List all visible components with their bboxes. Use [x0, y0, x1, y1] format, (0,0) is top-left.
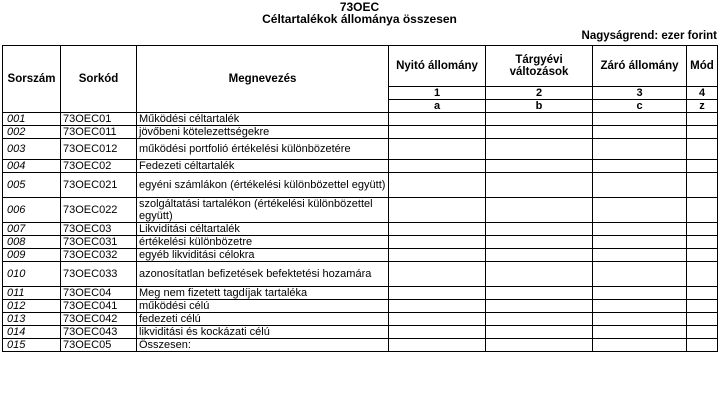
cell-zaro[interactable] — [593, 339, 687, 352]
cell-zaro[interactable] — [593, 198, 687, 223]
table-row — [3, 173, 718, 198]
cell-nyito[interactable] — [389, 339, 486, 352]
row-code: 73OEC02 — [61, 160, 137, 173]
cell-mod[interactable] — [687, 173, 718, 198]
cell-nyito[interactable] — [389, 126, 486, 139]
cell-targyevi[interactable] — [486, 313, 593, 326]
header-sorkod: Sorkód — [61, 46, 137, 113]
header-nyito: Nyitó állomány — [389, 46, 486, 87]
row-index: 007 — [3, 223, 61, 236]
row-code: 73OEC031 — [61, 236, 137, 249]
cell-targyevi[interactable] — [486, 173, 593, 198]
column-number: 3 — [593, 87, 687, 100]
row-code: 73OEC022 — [61, 198, 137, 223]
cell-targyevi[interactable] — [486, 236, 593, 249]
row-name: fedezeti célú — [137, 313, 389, 326]
cell-zaro[interactable] — [593, 113, 687, 126]
column-letter: b — [486, 100, 593, 113]
cell-mod[interactable] — [687, 198, 718, 223]
header-megnevezes: Megnevezés — [137, 46, 389, 113]
cell-mod[interactable] — [687, 139, 718, 160]
cell-targyevi[interactable] — [486, 223, 593, 236]
cell-nyito[interactable] — [389, 300, 486, 313]
header-sorszam: Sorszám — [3, 46, 61, 113]
cell-zaro[interactable] — [593, 139, 687, 160]
row-code: 73OEC04 — [61, 287, 137, 300]
row-index: 009 — [3, 249, 61, 262]
row-code: 73OEC033 — [61, 262, 137, 287]
header-zaro: Záró állomány — [593, 46, 687, 87]
cell-zaro[interactable] — [593, 223, 687, 236]
cell-zaro[interactable] — [593, 160, 687, 173]
column-letter: c — [593, 100, 687, 113]
cell-targyevi[interactable] — [486, 262, 593, 287]
cell-nyito[interactable] — [389, 139, 486, 160]
data-table — [2, 45, 718, 352]
table-row — [3, 236, 718, 249]
cell-zaro[interactable] — [593, 326, 687, 339]
row-code: 73OEC041 — [61, 300, 137, 313]
cell-nyito[interactable] — [389, 326, 486, 339]
row-name: Likviditási céltartalék — [137, 223, 389, 236]
cell-targyevi[interactable] — [486, 326, 593, 339]
row-name: egyéni számlákon (értékelési különbözettel együtt) — [137, 173, 389, 198]
cell-nyito[interactable] — [389, 160, 486, 173]
row-index: 013 — [3, 313, 61, 326]
row-index: 004 — [3, 160, 61, 173]
row-index: 006 — [3, 198, 61, 223]
row-code: 73OEC043 — [61, 326, 137, 339]
table-row — [3, 113, 718, 126]
row-name: működési célú — [137, 300, 389, 313]
cell-mod[interactable] — [687, 313, 718, 326]
table-row — [3, 300, 718, 313]
row-code: 73OEC011 — [61, 126, 137, 139]
cell-nyito[interactable] — [389, 236, 486, 249]
cell-nyito[interactable] — [389, 198, 486, 223]
cell-targyevi[interactable] — [486, 300, 593, 313]
row-index: 011 — [3, 287, 61, 300]
table-row — [3, 262, 718, 287]
row-name: Működési céltartalék — [137, 113, 389, 126]
table-row — [3, 287, 718, 300]
table-row — [3, 249, 718, 262]
cell-mod[interactable] — [687, 126, 718, 139]
cell-targyevi[interactable] — [486, 139, 593, 160]
cell-targyevi[interactable] — [486, 198, 593, 223]
row-index: 002 — [3, 126, 61, 139]
cell-targyevi[interactable] — [486, 339, 593, 352]
unit-label: Nagyságrend: ezer forint — [581, 30, 717, 42]
table-body — [3, 113, 718, 352]
cell-zaro[interactable] — [593, 236, 687, 249]
header-targyevi: Tárgyévi változások — [486, 46, 593, 87]
table-row — [3, 126, 718, 139]
table-row — [3, 198, 718, 223]
table-row — [3, 223, 718, 236]
cell-zaro[interactable] — [593, 173, 687, 198]
row-name: likviditási és kockázati célú — [137, 326, 389, 339]
header-mod: Mód — [687, 46, 718, 87]
cell-mod[interactable] — [687, 160, 718, 173]
cell-targyevi[interactable] — [486, 160, 593, 173]
cell-mod[interactable] — [687, 339, 718, 352]
cell-zaro[interactable] — [593, 249, 687, 262]
cell-zaro[interactable] — [593, 262, 687, 287]
row-index: 012 — [3, 300, 61, 313]
column-number: 2 — [486, 87, 593, 100]
cell-zaro[interactable] — [593, 300, 687, 313]
row-code: 73OEC05 — [61, 339, 137, 352]
row-index: 003 — [3, 139, 61, 160]
cell-nyito[interactable] — [389, 262, 486, 287]
row-name: egyéb likviditási célokra — [137, 249, 389, 262]
cell-nyito[interactable] — [389, 113, 486, 126]
cell-targyevi[interactable] — [486, 126, 593, 139]
column-letter: z — [687, 100, 718, 113]
cell-targyevi[interactable] — [486, 113, 593, 126]
row-code: 73OEC012 — [61, 139, 137, 160]
row-index: 015 — [3, 339, 61, 352]
cell-mod[interactable] — [687, 236, 718, 249]
row-name: szolgáltatási tartalékon (értékelési különbözettel együtt) — [137, 198, 389, 223]
row-index: 014 — [3, 326, 61, 339]
cell-zaro[interactable] — [593, 126, 687, 139]
column-letter: a — [389, 100, 486, 113]
cell-mod[interactable] — [687, 223, 718, 236]
cell-targyevi[interactable] — [486, 287, 593, 300]
row-name: értékelési különbözetre — [137, 236, 389, 249]
row-name: Fedezeti céltartalék — [137, 160, 389, 173]
row-name: azonosítatlan befizetések befektetési hozamára — [137, 262, 389, 287]
cell-nyito[interactable] — [389, 223, 486, 236]
cell-mod[interactable] — [687, 326, 718, 339]
cell-mod[interactable] — [687, 287, 718, 300]
cell-zaro[interactable] — [593, 287, 687, 300]
row-code: 73OEC021 — [61, 173, 137, 198]
cell-targyevi[interactable] — [486, 249, 593, 262]
column-number: 1 — [389, 87, 486, 100]
row-code: 73OEC042 — [61, 313, 137, 326]
table-row — [3, 339, 718, 352]
row-index: 001 — [3, 113, 61, 126]
row-code: 73OEC01 — [61, 113, 137, 126]
row-code: 73OEC032 — [61, 249, 137, 262]
row-name: jövőbeni kötelezettségekre — [137, 126, 389, 139]
column-number: 4 — [687, 87, 718, 100]
row-name: működési portfolió értékelési különbözetére — [137, 139, 389, 160]
table-row — [3, 139, 718, 160]
cell-mod[interactable] — [687, 249, 718, 262]
cell-mod[interactable] — [687, 300, 718, 313]
row-code: 73OEC03 — [61, 223, 137, 236]
row-index: 010 — [3, 262, 61, 287]
table-row — [3, 160, 718, 173]
table-row — [3, 313, 718, 326]
table-row — [3, 326, 718, 339]
cell-mod[interactable] — [687, 113, 718, 126]
cell-mod[interactable] — [687, 262, 718, 287]
row-name: Meg nem fizetett tagdíjak tartaléka — [137, 287, 389, 300]
row-index: 008 — [3, 236, 61, 249]
row-name: Összesen: — [137, 339, 389, 352]
form-title: Céltartalékok állománya összesen — [262, 12, 457, 26]
cell-nyito[interactable] — [389, 287, 486, 300]
cell-zaro[interactable] — [593, 313, 687, 326]
form-code: 73OEC — [339, 0, 380, 14]
cell-nyito[interactable] — [389, 313, 486, 326]
cell-nyito[interactable] — [389, 173, 486, 198]
cell-nyito[interactable] — [389, 249, 486, 262]
row-index: 005 — [3, 173, 61, 198]
